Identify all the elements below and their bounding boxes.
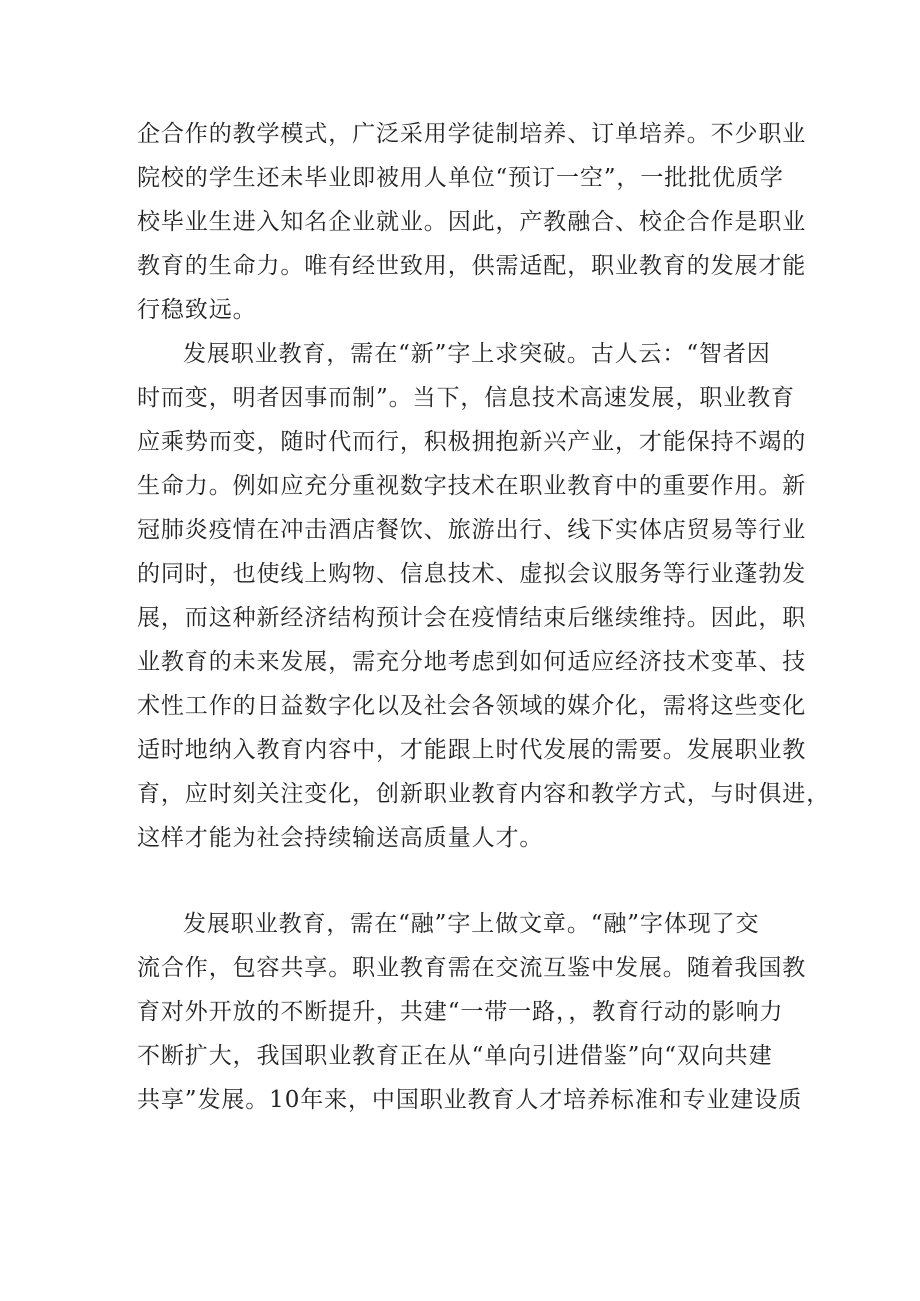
paragraph-1-line-5: 行稳致远。 xyxy=(137,297,257,323)
paragraph-2-line-6: 的同时，也使线上购物、信息技术、虚拟会议服务等行业蓬勃发 xyxy=(137,561,807,587)
paragraph-2-line-3: 应乘势而变，随时代而行，积极拥抱新兴产业，才能保持不竭的 xyxy=(137,429,807,455)
paragraph-3-line-4: 不断扩大，我国职业教育正在从“单向引进借鉴”向“双向共建 xyxy=(137,1043,773,1069)
paragraph-3 xyxy=(137,902,807,1122)
paragraph-3-line-3: 育对外开放的不断提升，共建“一带一路，，教育行动的影响力 xyxy=(137,999,784,1025)
paragraph-3-line-5: 共享”发展。10年来，中国职业教育人才培养标准和专业建设质 xyxy=(137,1087,803,1113)
paragraph-2-line-10: 适时地纳入教育内容中，才能跟上时代发展的需要。发展职业教 xyxy=(137,737,807,763)
paragraph-2-line-2: 时而变，明者因事而制”。当下，信息技术高速发展，职业教育 xyxy=(137,385,795,411)
paragraph-2-line-8: 业教育的未来发展，需充分地考虑到如何适应经济技术变革、技 xyxy=(137,649,807,675)
paragraph-3-line-2: 流合作，包容共享。职业教育需在交流互鉴中发展。随着我国教 xyxy=(137,955,807,981)
paragraph-2-line-11: 育，应时刻关注变化，创新职业教育内容和教学方式，与时俱进， xyxy=(137,781,831,807)
paragraph-1-line-3: 校毕业生进入知名企业就业。因此，产教融合、校企合作是职业 xyxy=(137,209,807,235)
paragraph-1-line-1: 企合作的教学模式，广泛采用学徒制培养、订单培养。不少职业 xyxy=(137,121,807,147)
paragraph-1 xyxy=(137,112,807,332)
paragraph-1-line-2: 院校的学生还未毕业即被用人单位“预订一空”，一批批优质学 xyxy=(137,165,784,191)
paragraph-2-line-5: 冠肺炎疫情在冲击酒店餐饮、旅游出行、线下实体店贸易等行业 xyxy=(137,517,807,543)
paragraph-1-line-4: 教育的生命力。唯有经世致用，供需适配，职业教育的发展才能 xyxy=(137,253,807,279)
paragraph-3-line-1: 发展职业教育，需在“融”字上做文章。“融”字体现了交 xyxy=(183,911,760,937)
paragraph-2-line-12: 这样才能为社会持续输送高质量人才。 xyxy=(137,825,544,851)
paragraph-2-line-9: 术性工作的日益数字化以及社会各领域的媒介化，需将这些变化 xyxy=(137,693,807,719)
paragraph-2-line-4: 生命力。例如应充分重视数字技术在职业教育中的重要作用。新 xyxy=(137,473,807,499)
paragraph-2 xyxy=(137,332,831,860)
paragraph-2-line-7: 展，而这种新经济结构预计会在疫情结束后继续维持。因此，职 xyxy=(137,605,807,631)
paragraph-2-line-1: 发展职业教育，需在“新”字上求突破。古人云：“智者因 xyxy=(183,341,771,367)
